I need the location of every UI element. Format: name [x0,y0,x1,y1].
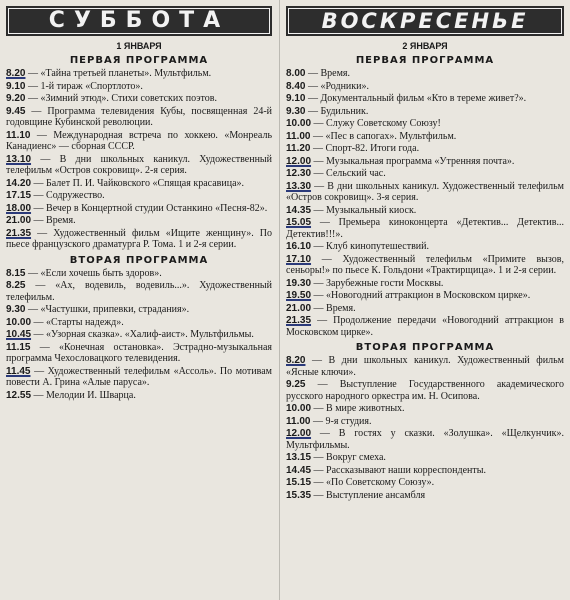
schedule-entry [6,154,272,177]
schedule-entry [286,131,564,143]
entry-description: — Будильник. [307,105,369,117]
schedule-entry [286,118,564,130]
saturday-banner: СУББОТА [6,6,272,36]
schedule-entry [286,217,564,240]
entry-time: 21.35 [6,227,32,239]
entry-description: — 1-й тираж «Спортлото». [27,80,143,92]
entry-description: — Время. [307,68,351,79]
entry-time: 10.00 [286,403,312,414]
program-title: ВТОРАЯ ПРОГРАММА [69,254,209,266]
entry-description: — Балет П. И. Чайковского «Спящая красавица». [33,177,245,189]
entry-description: — Клуб кинопутешествий. [313,241,429,252]
entry-time: 8.40 [286,80,306,92]
saturday-date: 1 ЯНВАРЯ [116,41,162,51]
entry-time: 12.00 [286,155,312,167]
entry-time: 17.15 [6,190,32,201]
saturday-column [6,0,272,402]
schedule-entry [6,178,272,190]
schedule-entry [286,143,564,155]
entry-description: — «Конечная остановка». Эстрадно-музыкальная программа Чехословацкого телевидения. [6,341,272,364]
program-title: ПЕРВАЯ ПРОГРАММА [355,55,495,66]
schedule-entry [286,181,564,204]
entry-time: 14.45 [286,464,312,476]
entry-time: 11.45 [6,365,31,377]
entry-time: 9.20 [6,93,26,104]
entry-description: — Музыкальный киоск. [313,204,417,216]
entry-description: — Программа телевидения Кубы, посвященная 24-й годовщине Кубинской революции. [6,105,272,128]
entry-time: 14.20 [6,177,32,189]
entry-time: 11.15 [6,341,31,353]
entry-description: — Премьера киноконцерта «Детектив... Детектив... Детектив!!!». [286,217,565,240]
entry-time: 8.15 [6,267,26,279]
entry-time: 21.00 [6,215,32,226]
entry-description: — «Новогодний аттракцион в Московском цирке». [313,290,531,301]
entry-description: — Художественный телефильм «Примите вызов, сеньоры!» по пьесе К. Гольдони «Трактирщица». 1 и 2-я серии. [286,253,564,276]
entry-description: — В гостях у сказки. «Золушка». «Щелкунчик». Мультфильмы. [286,428,564,451]
program-title: ВТОРАЯ ПРОГРАММА [355,342,495,353]
entry-time: 21.00 [286,302,312,314]
entry-description: — В дни школьных каникул. Художественный телефильм «Остров сокровищ». 3-я серия. [286,180,565,203]
entry-time: 8.00 [286,68,306,79]
schedule-entry [286,205,564,217]
entry-description: — «Если хочешь быть здоров». [27,267,162,279]
entry-time: 11.00 [286,130,311,142]
schedule-entry [286,81,564,93]
schedule-entry [6,366,272,389]
entry-description: — Сельский час. [313,168,386,179]
schedule-entry [286,106,564,118]
entry-time: 9.30 [6,304,26,315]
sunday-date: 2 ЯНВАРЯ [402,41,448,51]
schedule-entry [6,130,272,153]
entry-description: — Художественный телефильм «Ассоль». По мотивам повести А. Грина «Алые паруса». [6,365,272,388]
schedule-entry [286,452,564,464]
entry-description: — Музыкальная программа «Утренняя почта». [313,155,515,167]
schedule-entry [6,228,272,251]
entry-time: 19.50 [286,290,312,301]
entry-description: — Служу Советскому Союзу! [313,118,441,129]
entry-time: 15.15 [286,477,312,488]
entry-description: — Содружество. [33,190,105,201]
entry-time: 12.30 [286,168,312,179]
entry-time: 8.25 [6,280,26,291]
entry-description: — 9-я студия. [312,415,372,427]
schedule-entry [6,280,272,303]
schedule-entry [286,477,564,489]
schedule-entry [286,379,564,402]
schedule-entry [6,390,272,402]
entry-description: — В дни школьных каникул. Художественный фильм «Ясные ключи». [286,355,564,378]
sunday-column [286,0,564,502]
entry-description: — Международная встреча по хоккею. «Монреаль Канадиенс» — сборная СССР. [6,129,273,152]
entry-time: 9.10 [6,80,26,92]
entry-time: 13.30 [286,180,312,192]
schedule-entry [6,68,272,80]
entry-description: — «Частушки, припевки, страдания». [27,304,190,315]
schedule-entry [286,315,564,338]
entry-description: — В мире животных. [313,403,405,414]
entry-description: — Зарубежные гости Москвы. [313,277,444,289]
entry-time: 9.10 [286,93,306,104]
schedule-entry [6,203,272,215]
schedule-entry [286,428,564,451]
entry-time: 10.45 [6,329,32,340]
schedule-entry [286,254,564,277]
schedule-entry [286,241,564,253]
entry-time: 17.10 [286,253,312,265]
entry-description: — Время. [33,215,76,226]
entry-time: 15.05 [286,217,312,228]
column-divider [279,0,280,600]
entry-description: — «Ах, водевиль, водевиль...». Художественный телефильм. [6,280,273,303]
entry-description: — «Зимний этюд». Стихи советских поэтов. [27,93,217,104]
entry-description: — Спорт-82. Итоги года. [312,143,420,154]
sunday-banner: ВОСКРЕСЕНЬЕ [286,6,564,36]
entry-time: 11.10 [6,129,31,141]
entry-time: 9.45 [6,105,26,117]
sunday-programs [286,55,564,501]
schedule-entry [6,106,272,129]
schedule-entry [6,93,272,105]
entry-description: — Художественный фильм «Ищите женщину». По пьесе французского драматурга Р. Тома. 1 и 2-я серии. [6,227,273,250]
entry-description: — «По Советскому Союзу». [313,477,435,488]
entry-time: 19.30 [286,277,312,289]
schedule-entry [6,268,272,280]
saturday-programs [6,55,272,401]
entry-description: — Продолжение передачи «Новогодний аттракцион в Московском цирке». [286,315,564,338]
schedule-entry [6,81,272,93]
schedule-entry [6,304,272,316]
entry-description: — В дни школьных каникул. Художественный телефильм «Остров сокровищ». 2-я серия. [6,153,272,176]
entry-description: — Документальный фильм «Кто в тереме живет?». [307,93,527,104]
entry-time: 13.10 [6,153,32,165]
entry-description: — «Тайна третьей планеты». Мультфильм. [27,68,212,79]
entry-time: 12.55 [6,389,32,401]
schedule-entry [286,416,564,428]
entry-description: — «Узорная сказка». «Халиф-аист». Мультфильмы. [33,329,254,340]
entry-description: — Рассказывают наши корреспонденты. [313,464,486,476]
entry-time: 9.30 [286,105,306,117]
entry-time: 18.00 [6,202,32,214]
schedule-entry [286,403,564,415]
schedule-entry [286,465,564,477]
entry-description: — Выступление Государственного академического русского народного оркестра им. Н. Осипова. [286,379,564,402]
entry-time: 15.35 [286,489,312,501]
schedule-entry [286,278,564,290]
schedule-entry [286,93,564,105]
schedule-entry [286,490,564,502]
schedule-entry [286,355,564,378]
entry-time: 21.35 [286,315,312,326]
entry-description: — Мелодии И. Шварца. [33,389,136,401]
entry-time: 11.00 [286,415,311,427]
entry-time: 8.20 [6,68,26,79]
schedule-entry [6,190,272,202]
schedule-entry [286,156,564,168]
entry-time: 14.35 [286,204,312,216]
entry-time: 16.10 [286,241,312,252]
entry-description: — «Родники». [307,80,369,92]
entry-time: 11.20 [286,143,311,154]
schedule-entry [6,215,272,227]
entry-description: — Вокруг смеха. [313,452,386,463]
entry-description: — Выступление ансамбля [313,489,426,501]
schedule-entry [286,68,564,80]
entry-time: 9.25 [286,379,306,390]
entry-time: 12.00 [286,428,312,439]
entry-time: 10.00 [286,118,312,129]
entry-time: 10.00 [6,316,32,328]
entry-description: — Вечер в Концертной студии Останкино «Песня-82». [33,202,268,214]
program-title: ПЕРВАЯ ПРОГРАММА [69,55,209,66]
schedule-entry [6,342,272,365]
entry-description: — «Старты надежд». [33,316,124,328]
schedule-entry [6,317,272,329]
entry-description: — Время. [313,302,356,314]
entry-time: 8.20 [286,355,306,366]
entry-time: 13.15 [286,452,312,463]
schedule-entry [286,168,564,180]
schedule-entry [286,303,564,315]
schedule-entry [6,329,272,341]
entry-description: — «Пес в сапогах». Мультфильм. [312,130,457,142]
schedule-entry [286,290,564,302]
